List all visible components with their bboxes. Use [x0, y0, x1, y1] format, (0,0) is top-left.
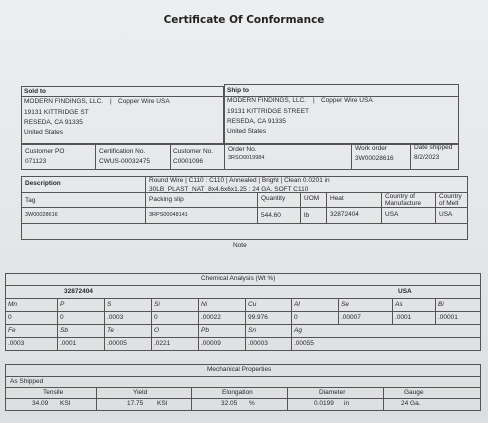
elongation-value: 32.05: [221, 400, 238, 407]
customer-po-value: 071123: [25, 158, 47, 165]
sold-to-city: RESEDA, CA 91335: [24, 119, 83, 126]
element-si: Si: [154, 301, 160, 308]
country-mfg-label-2: Manufacture: [385, 200, 422, 207]
date-shipped-label: Date shipped: [414, 144, 453, 151]
quantity-label: Quantity: [261, 195, 286, 202]
diameter-header: Diameter: [319, 389, 346, 396]
as-shipped-label: As Shipped: [10, 378, 44, 385]
description-line-2: 30LB_PLAST_NAT_8x4.6x6x1.25 : 24 GA. SOFT C110: [149, 186, 309, 193]
sold-to-label: Sold to: [24, 88, 47, 95]
country-mfg-value: USA: [385, 211, 399, 218]
customer-po-label: Customer PO: [25, 148, 65, 155]
gauge-header: Gauge: [404, 389, 424, 396]
element-fe: Fe: [8, 327, 16, 334]
value-bi: .00001: [438, 314, 458, 321]
element-o: O: [154, 327, 160, 334]
element-se: Se: [341, 301, 349, 308]
element-s: S: [107, 301, 112, 308]
elongation-unit: %: [249, 400, 255, 407]
date-shipped-value: 8/2/2023: [414, 154, 440, 161]
sold-to-ref: Copper Wire USA: [118, 98, 170, 105]
work-order-label: Work order: [355, 145, 388, 152]
country-melt-label-1: Country: [439, 193, 462, 200]
value-te: .00005: [107, 340, 127, 347]
country-melt-value: USA: [439, 211, 453, 218]
sold-to-country: United States: [24, 129, 64, 136]
quantity-value: 544.60: [261, 212, 281, 219]
work-order-value: 3W00028616: [355, 155, 394, 162]
mechanical-title: Mechanical Properties: [207, 366, 272, 373]
uom-label: UOM: [304, 195, 320, 202]
elongation-header: Elongation: [222, 389, 253, 396]
packing-slip-label: Packing slip: [149, 196, 184, 203]
yield-header: Yield: [133, 389, 148, 396]
tensile-header: Tensile: [43, 389, 64, 396]
country-mfg-label-1: Country of: [385, 193, 415, 200]
sold-to-separator: |: [110, 98, 112, 105]
heat-value: 32872404: [330, 211, 359, 218]
order-no-label: Order No.: [228, 146, 257, 153]
ship-to-country: United States: [227, 128, 267, 135]
cert-no-value: CWUS-00032475: [99, 158, 150, 165]
element-te: Te: [107, 327, 114, 334]
value-s: .0003: [107, 314, 124, 321]
country-melt-label-2: of Melt: [439, 200, 459, 207]
value-pb: .00009: [201, 340, 221, 347]
packing-slip-value: 3RPS00048141: [149, 212, 188, 218]
value-si: 0: [154, 314, 158, 321]
document-title: Certificate Of Conformance: [163, 14, 325, 26]
value-fe: .0003: [8, 340, 25, 347]
tensile-value: 34.09: [32, 400, 49, 407]
tensile-unit: KSI: [60, 400, 71, 407]
tag-label: Tag: [25, 197, 36, 204]
description-label: Description: [25, 180, 61, 187]
value-mn: 0: [8, 314, 12, 321]
value-cu: 99.976: [248, 314, 268, 321]
element-as: As: [395, 301, 403, 308]
chemical-heat: 32872404: [64, 288, 93, 295]
element-bi: Bi: [438, 301, 444, 308]
value-o: .0221: [154, 340, 171, 347]
value-se: .00007: [341, 314, 361, 321]
element-ni: Ni: [201, 301, 208, 308]
element-sn: Sn: [248, 327, 256, 334]
sold-to-street: 19131 KITTRIDGE ST: [24, 109, 89, 116]
order-no-value: 3RSO0019984: [228, 155, 265, 161]
sold-to-company: MODERN FINDINGS, LLC.: [24, 98, 104, 105]
value-sn: .00003: [248, 340, 268, 347]
chemical-analysis-title: Chemical Analysis (Wt %): [201, 275, 276, 282]
value-as: .0001: [395, 314, 412, 321]
value-ni: .00022: [201, 314, 221, 321]
description-line-1: Round Wire | C110 : C110 | Annealed | Bright | Clean 0.0201 in: [149, 177, 330, 184]
diameter-value: 0.0199: [314, 400, 334, 407]
value-ag: .00055: [294, 340, 314, 347]
customer-no-label: Customer No.: [173, 148, 214, 155]
element-pb: Pb: [201, 327, 209, 334]
element-p: P: [60, 301, 65, 308]
ship-to-label: Ship to: [227, 87, 250, 94]
element-sb: Sb: [60, 327, 68, 334]
gauge-value: 24 Ga.: [401, 400, 421, 407]
ship-to-city: RESEDA, CA 91335: [227, 118, 286, 125]
element-mn: Mn: [8, 301, 18, 308]
element-ag: Ag: [294, 327, 302, 334]
diameter-unit: in: [344, 400, 350, 407]
ship-to-separator: |: [313, 97, 315, 104]
tag-value: 3W00028616: [25, 212, 58, 218]
element-al: Al: [294, 301, 300, 308]
note-label: Note: [233, 242, 247, 249]
ship-to-company: MODERN FINDINGS, LLC.: [227, 97, 307, 104]
cert-no-label: Certification No.: [99, 148, 146, 155]
yield-value: 17.75: [127, 400, 144, 407]
value-al: 0: [294, 314, 298, 321]
value-p: 0: [60, 314, 64, 321]
yield-unit: KSI: [157, 400, 168, 407]
heat-label: Heat: [330, 195, 344, 202]
ship-to-ref: Copper Wire USA: [321, 97, 373, 104]
customer-no-value: C0001096: [173, 158, 203, 165]
chemical-origin: USA: [398, 288, 412, 295]
value-sb: .0001: [60, 340, 77, 347]
element-cu: Cu: [248, 301, 257, 308]
uom-value: lb: [304, 212, 310, 219]
ship-to-street: 19131 KITTRIDGE STREET: [227, 108, 309, 115]
